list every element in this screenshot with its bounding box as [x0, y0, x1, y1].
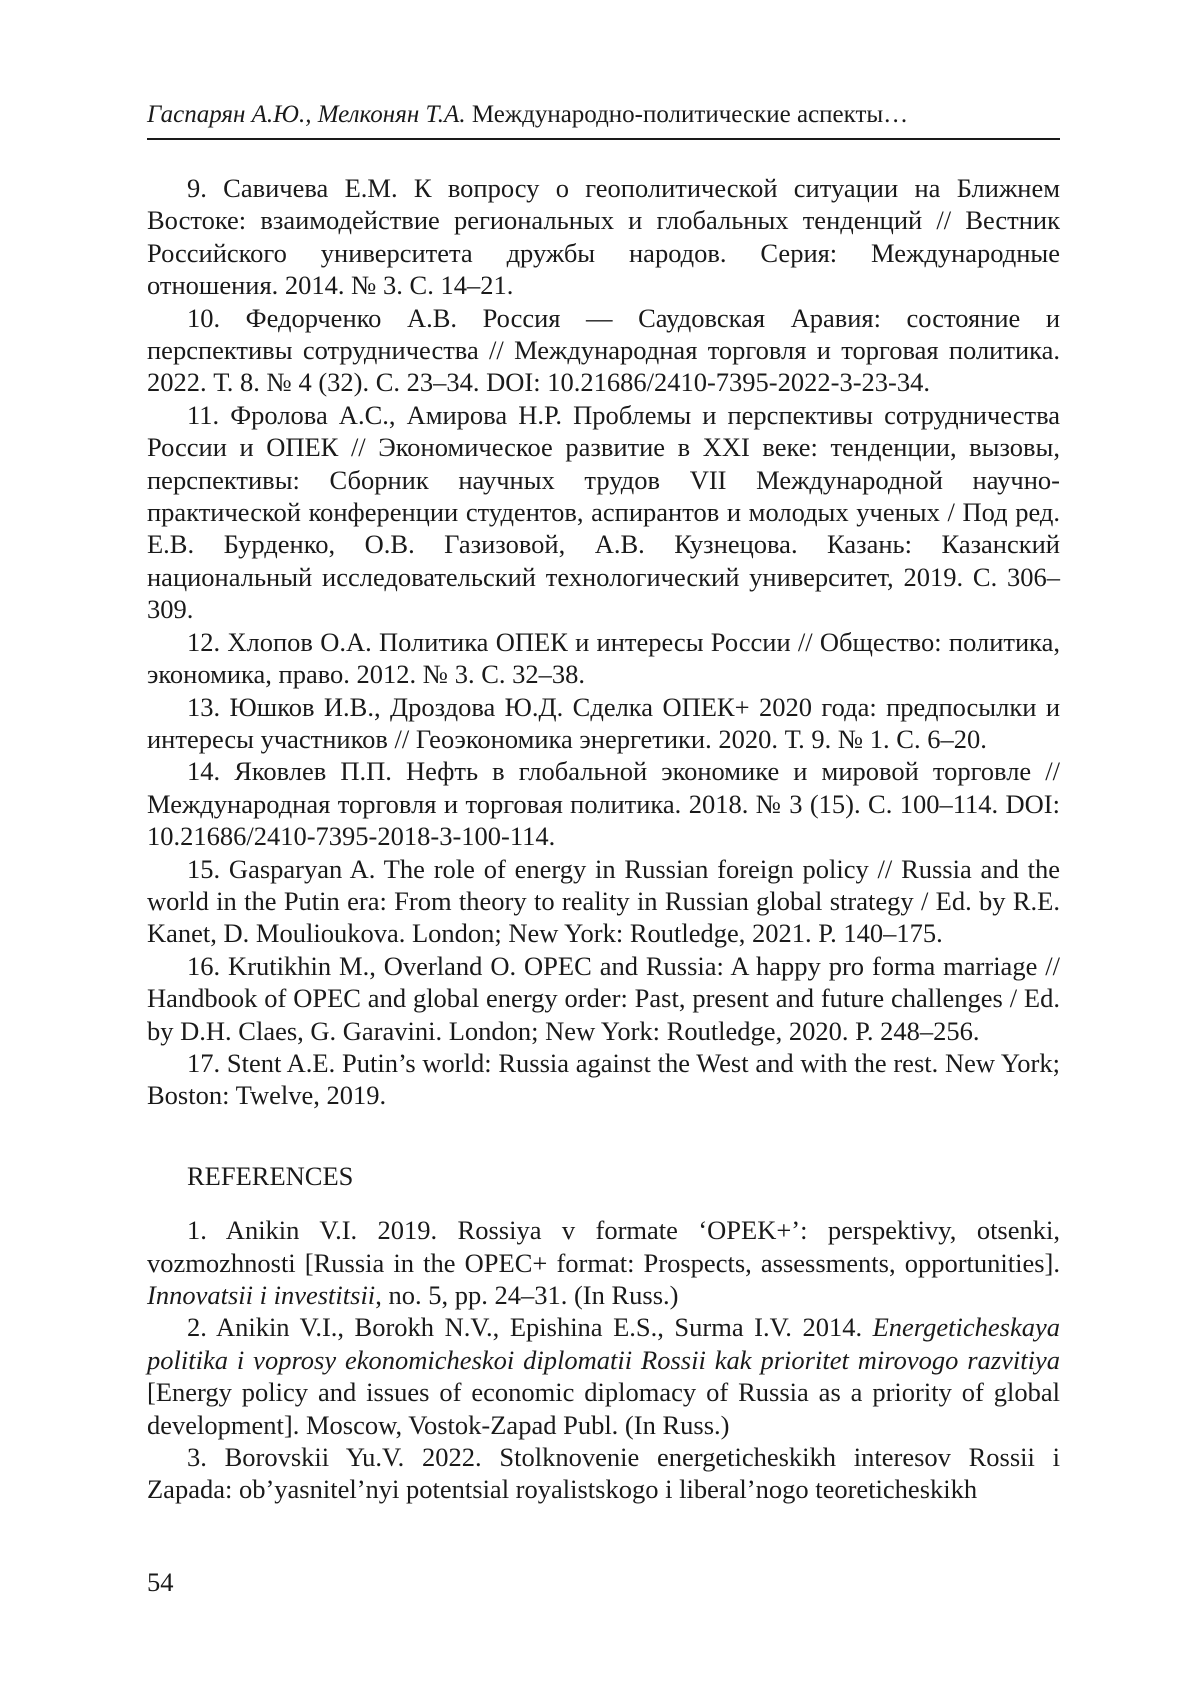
reference-item: 11. Фролова А.С., Амирова Н.Р. Проблемы и перспективы сотрудничества России и ОПЕК // Экономическое развитие в XXI веке: тенденции, вызовы, перспективы: Сборник научных трудов VII Международной научно-практической конференции студентов, аспирантов и молодых ученых / Под ред. Е.В. Бурденко, О.В. Газизовой, А.В. Кузнецова. Казань: Казанский национальный исследовательский технологический университет, 2019. С. 306–309. — [147, 399, 1060, 625]
reference-item-en — [147, 1214, 1060, 1311]
reference-item-en — [147, 1441, 1060, 1506]
reference-text: 2. Anikin V.I., Borokh N.V., Epishina E.S., Surma I.V. 2014. — [187, 1312, 873, 1343]
running-header — [147, 98, 1060, 140]
page-number: 54 — [147, 1567, 174, 1597]
reference-item: 13. Юшков И.В., Дроздова Ю.Д. Сделка ОПЕК+ 2020 года: предпосылки и интересы участников // Геоэкономика энергетики. 2020. Т. 9. № 1. С. 6–20. — [147, 691, 1060, 754]
reference-item: 15. Gasparyan A. The role of energy in Russian foreign policy // Russia and the world in the Putin era: From theory to reality in Russian global strategy / Ed. by R.E. Kanet, D. Moulioukova. London; New York: Routledge, 2021. P. 140–175. — [147, 853, 1060, 949]
reference-item: 17. Stent A.E. Putin’s world: Russia against the West and with the rest. New York; Boston: Twelve, 2019. — [147, 1047, 1060, 1111]
references-heading: REFERENCES — [187, 1160, 354, 1191]
references-body — [147, 172, 1060, 1506]
reference-journal: Innovatsii i investitsii — [147, 1280, 376, 1310]
reference-text: 3. Borovskii Yu.V. 2022. Stolknovenie energeticheskikh interesov Rossii i Zapada: ob’yasnitel’nyi potentsial royalistskogo i liberal’nogo teoreticheskikh — [147, 1442, 1060, 1505]
reference-text: 1. Anikin V.I. 2019. Rossiya v formate ‘OPEK+’: perspektivy, otsenki, vozmozhnosti [Russia in the OPEC+ format: Prospects, assessments, opportunities]. — [147, 1215, 1060, 1278]
reference-item: 12. Хлопов О.А. Политика ОПЕК и интересы России // Общество: политика, экономика, право. 2012. № 3. С. 32–38. — [147, 626, 1060, 690]
reference-item: 9. Савичева Е.М. К вопросу о геополитической ситуации на Ближнем Востоке: взаимодействие региональных и глобальных тенденций // Вестник Российского университета дружбы народов. Серия: Международные отношения. 2014. № 3. С. 14–21. — [147, 173, 1060, 301]
reference-item: 10. Федорченко А.В. Россия — Саудовская Аравия: состояние и перспективы сотрудничества // Международная торговля и торговая политика. 2022. Т. 8. № 4 (32). С. 23–34. DOI: 10.21686/2410-7395-2022-3-23-34. — [147, 302, 1060, 398]
reference-book-title: Energeticheskaya politika i voprosy ekonomicheskoi diplomatii Rossii kak prioritet mirovogo razvitiya — [147, 1312, 1060, 1375]
reference-item: 14. Яковлев П.П. Нефть в глобальной экономике и мировой торговле // Международная торговля и торговая политика. 2018. № 3 (15). С. 100–114. DOI: 10.21686/2410-7395-2018-3-100-114. — [147, 756, 1060, 852]
reference-text: , no. 5, pp. 24–31. (In Russ.) — [375, 1280, 679, 1310]
header-authors: Гаспарян А.Ю., Мелконян Т.А. — [147, 101, 466, 128]
reference-item-en — [147, 1311, 1060, 1441]
header-title: Международно-политические аспекты… — [471, 101, 909, 128]
reference-text: [Energy policy and issues of economic diplomacy of Russia as a priority of global development]. Moscow, Vostok-Zapad Publ. (In Russ.) — [147, 1377, 1060, 1440]
reference-item: 16. Krutikhin M., Overland O. OPEC and Russia: A happy pro forma marriage // Handbook of OPEC and global energy order: Past, present and future challenges / Ed. by D.H. Claes, G. Garavini. London; New York: Routledge, 2020. P. 248–256. — [147, 950, 1060, 1046]
